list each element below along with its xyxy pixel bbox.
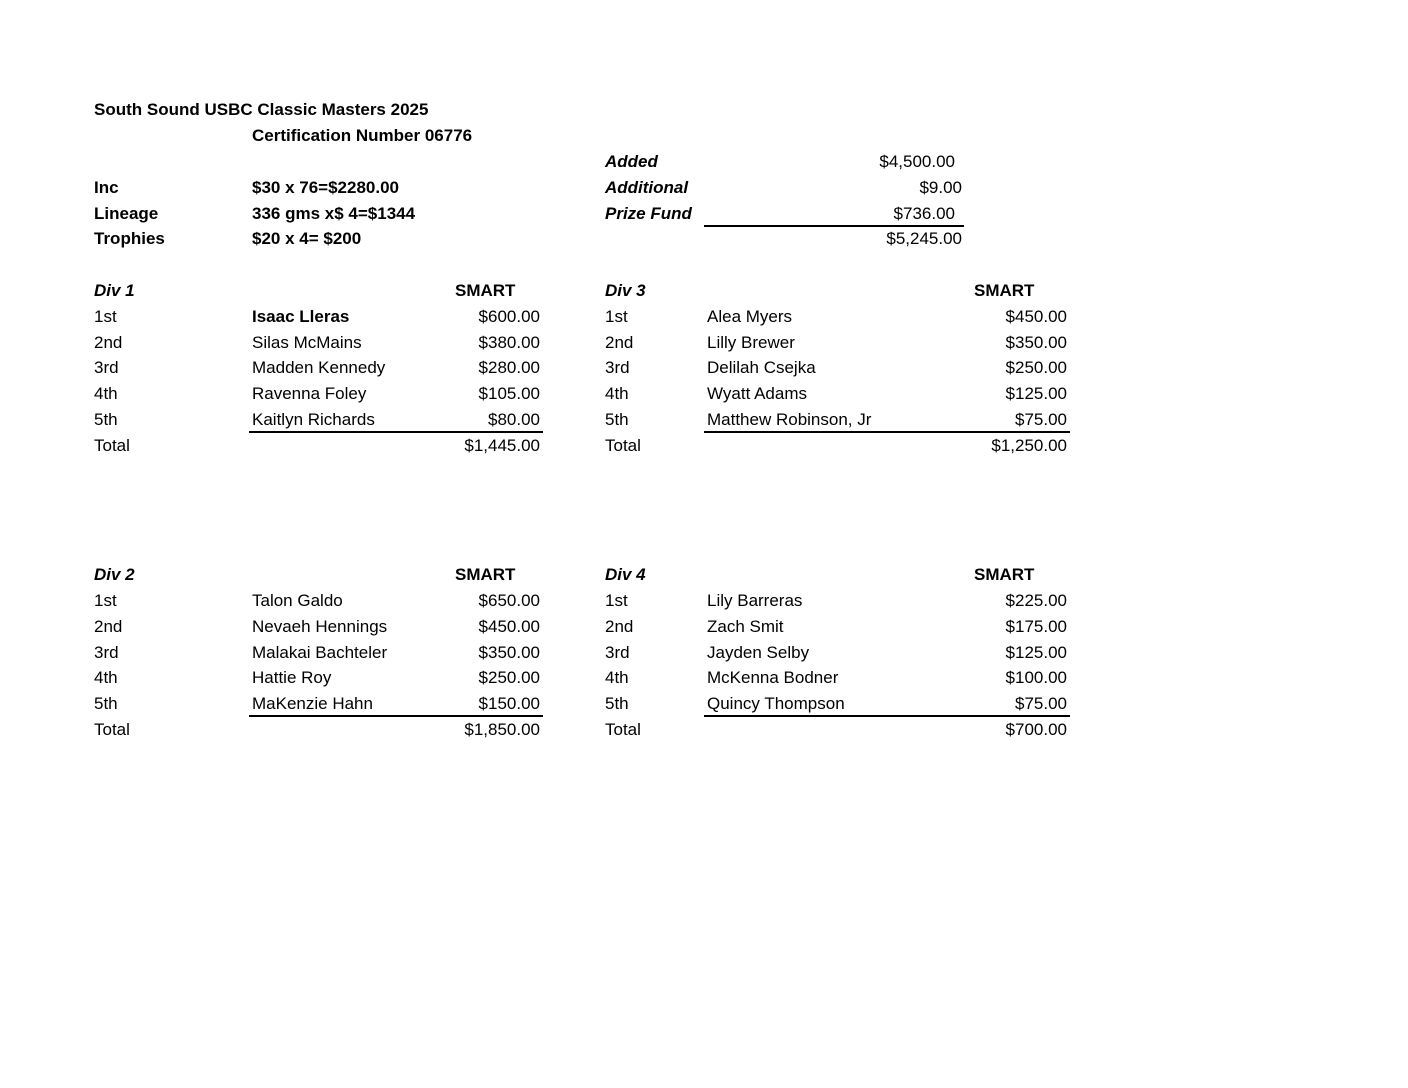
total-label: Total bbox=[94, 720, 130, 739]
place-label: 2nd bbox=[94, 333, 123, 352]
fund-added-label: Added bbox=[605, 152, 658, 171]
place-label: 2nd bbox=[94, 617, 123, 636]
cost-value-trophies: $20 x 4= $200 bbox=[252, 229, 362, 248]
place-label: 5th bbox=[605, 410, 629, 429]
place-label: 3rd bbox=[94, 358, 119, 377]
winner-name: Talon Galdo bbox=[252, 591, 343, 610]
cost-label-lineage: Lineage bbox=[94, 204, 159, 223]
prize-amount: $175.00 bbox=[1005, 617, 1067, 636]
prize-amount: $125.00 bbox=[1005, 643, 1067, 662]
place-label: 3rd bbox=[94, 643, 119, 662]
total-amount: $1,850.00 bbox=[464, 720, 540, 739]
place-label: 1st bbox=[94, 591, 117, 610]
total-label: Total bbox=[605, 436, 641, 455]
place-label: 2nd bbox=[605, 617, 634, 636]
total-rule bbox=[249, 715, 543, 717]
prize-amount: $450.00 bbox=[478, 617, 540, 636]
smart-column-header: SMART bbox=[455, 281, 516, 300]
winner-name: Kaitlyn Richards bbox=[252, 410, 375, 429]
winner-name: Hattie Roy bbox=[252, 668, 332, 687]
winner-name: Quincy Thompson bbox=[707, 694, 845, 713]
cost-label-trophies: Trophies bbox=[94, 229, 165, 248]
prize-amount: $150.00 bbox=[478, 694, 540, 713]
division-name: Div 4 bbox=[605, 565, 646, 584]
total-label: Total bbox=[605, 720, 641, 739]
fund-additional-label: Additional bbox=[605, 178, 689, 197]
place-label: 1st bbox=[94, 307, 117, 326]
fund-sum-rule bbox=[704, 225, 964, 227]
total-rule bbox=[704, 715, 1070, 717]
place-label: 1st bbox=[605, 591, 628, 610]
total-rule bbox=[704, 431, 1070, 433]
fund-prize-label: Prize Fund bbox=[605, 204, 692, 223]
place-label: 5th bbox=[605, 694, 629, 713]
fund-total-value: $5,245.00 bbox=[886, 229, 962, 248]
winner-name: Matthew Robinson, Jr bbox=[707, 410, 872, 429]
total-amount: $1,445.00 bbox=[464, 436, 540, 455]
winner-name: Zach Smit bbox=[707, 617, 784, 636]
prize-amount: $125.00 bbox=[1005, 384, 1067, 403]
prize-amount: $350.00 bbox=[1005, 333, 1067, 352]
total-rule bbox=[249, 431, 543, 433]
place-label: 3rd bbox=[605, 643, 630, 662]
prize-amount: $280.00 bbox=[478, 358, 540, 377]
prize-amount: $450.00 bbox=[1005, 307, 1067, 326]
smart-column-header: SMART bbox=[455, 565, 516, 584]
fund-additional-value: $9.00 bbox=[919, 178, 962, 197]
smart-column-header: SMART bbox=[974, 281, 1035, 300]
place-label: 4th bbox=[605, 668, 629, 687]
winner-name: Delilah Csejka bbox=[707, 358, 816, 377]
division-name: Div 2 bbox=[94, 565, 135, 584]
fund-prize-value: $736.00 bbox=[893, 204, 955, 223]
winner-name: Silas McMains bbox=[252, 333, 362, 352]
total-amount: $1,250.00 bbox=[991, 436, 1067, 455]
winner-name: Malakai Bachteler bbox=[252, 643, 388, 662]
prize-amount: $380.00 bbox=[478, 333, 540, 352]
smart-column-header: SMART bbox=[974, 565, 1035, 584]
place-label: 1st bbox=[605, 307, 628, 326]
prize-amount: $250.00 bbox=[478, 668, 540, 687]
prize-amount: $105.00 bbox=[478, 384, 540, 403]
division-name: Div 1 bbox=[94, 281, 135, 300]
cost-value-lineage: 336 gms x$ 4=$1344 bbox=[252, 204, 416, 223]
place-label: 5th bbox=[94, 410, 118, 429]
cost-value-inc: $30 x 76=$2280.00 bbox=[252, 178, 400, 197]
winner-name: MaKenzie Hahn bbox=[252, 694, 373, 713]
prize-amount: $600.00 bbox=[478, 307, 540, 326]
prize-amount: $75.00 bbox=[1015, 410, 1067, 429]
certification-number: Certification Number 06776 bbox=[252, 126, 473, 145]
winner-name: Madden Kennedy bbox=[252, 358, 386, 377]
division-name: Div 3 bbox=[605, 281, 646, 300]
cost-label-inc: Inc bbox=[94, 178, 119, 197]
winner-name: Lilly Brewer bbox=[707, 333, 795, 352]
prize-amount: $225.00 bbox=[1005, 591, 1067, 610]
total-label: Total bbox=[94, 436, 130, 455]
place-label: 4th bbox=[94, 384, 118, 403]
place-label: 3rd bbox=[605, 358, 630, 377]
winner-name: Lily Barreras bbox=[707, 591, 803, 610]
prize-amount: $100.00 bbox=[1005, 668, 1067, 687]
place-label: 4th bbox=[94, 668, 118, 687]
prize-amount: $350.00 bbox=[478, 643, 540, 662]
document-title: South Sound USBC Classic Masters 2025 bbox=[94, 100, 429, 119]
winner-name: Alea Myers bbox=[707, 307, 793, 326]
total-amount: $700.00 bbox=[1005, 720, 1067, 739]
winner-name: Ravenna Foley bbox=[252, 384, 367, 403]
fund-added-value: $4,500.00 bbox=[879, 152, 955, 171]
winner-name: Nevaeh Hennings bbox=[252, 617, 388, 636]
prize-amount: $80.00 bbox=[488, 410, 540, 429]
place-label: 5th bbox=[94, 694, 118, 713]
place-label: 2nd bbox=[605, 333, 634, 352]
winner-name: Wyatt Adams bbox=[707, 384, 807, 403]
winner-name: Jayden Selby bbox=[707, 643, 810, 662]
prize-amount: $75.00 bbox=[1015, 694, 1067, 713]
place-label: 4th bbox=[605, 384, 629, 403]
winner-name: Isaac Lleras bbox=[252, 307, 350, 326]
prize-amount: $650.00 bbox=[478, 591, 540, 610]
winner-name: McKenna Bodner bbox=[707, 668, 839, 687]
prize-amount: $250.00 bbox=[1005, 358, 1067, 377]
